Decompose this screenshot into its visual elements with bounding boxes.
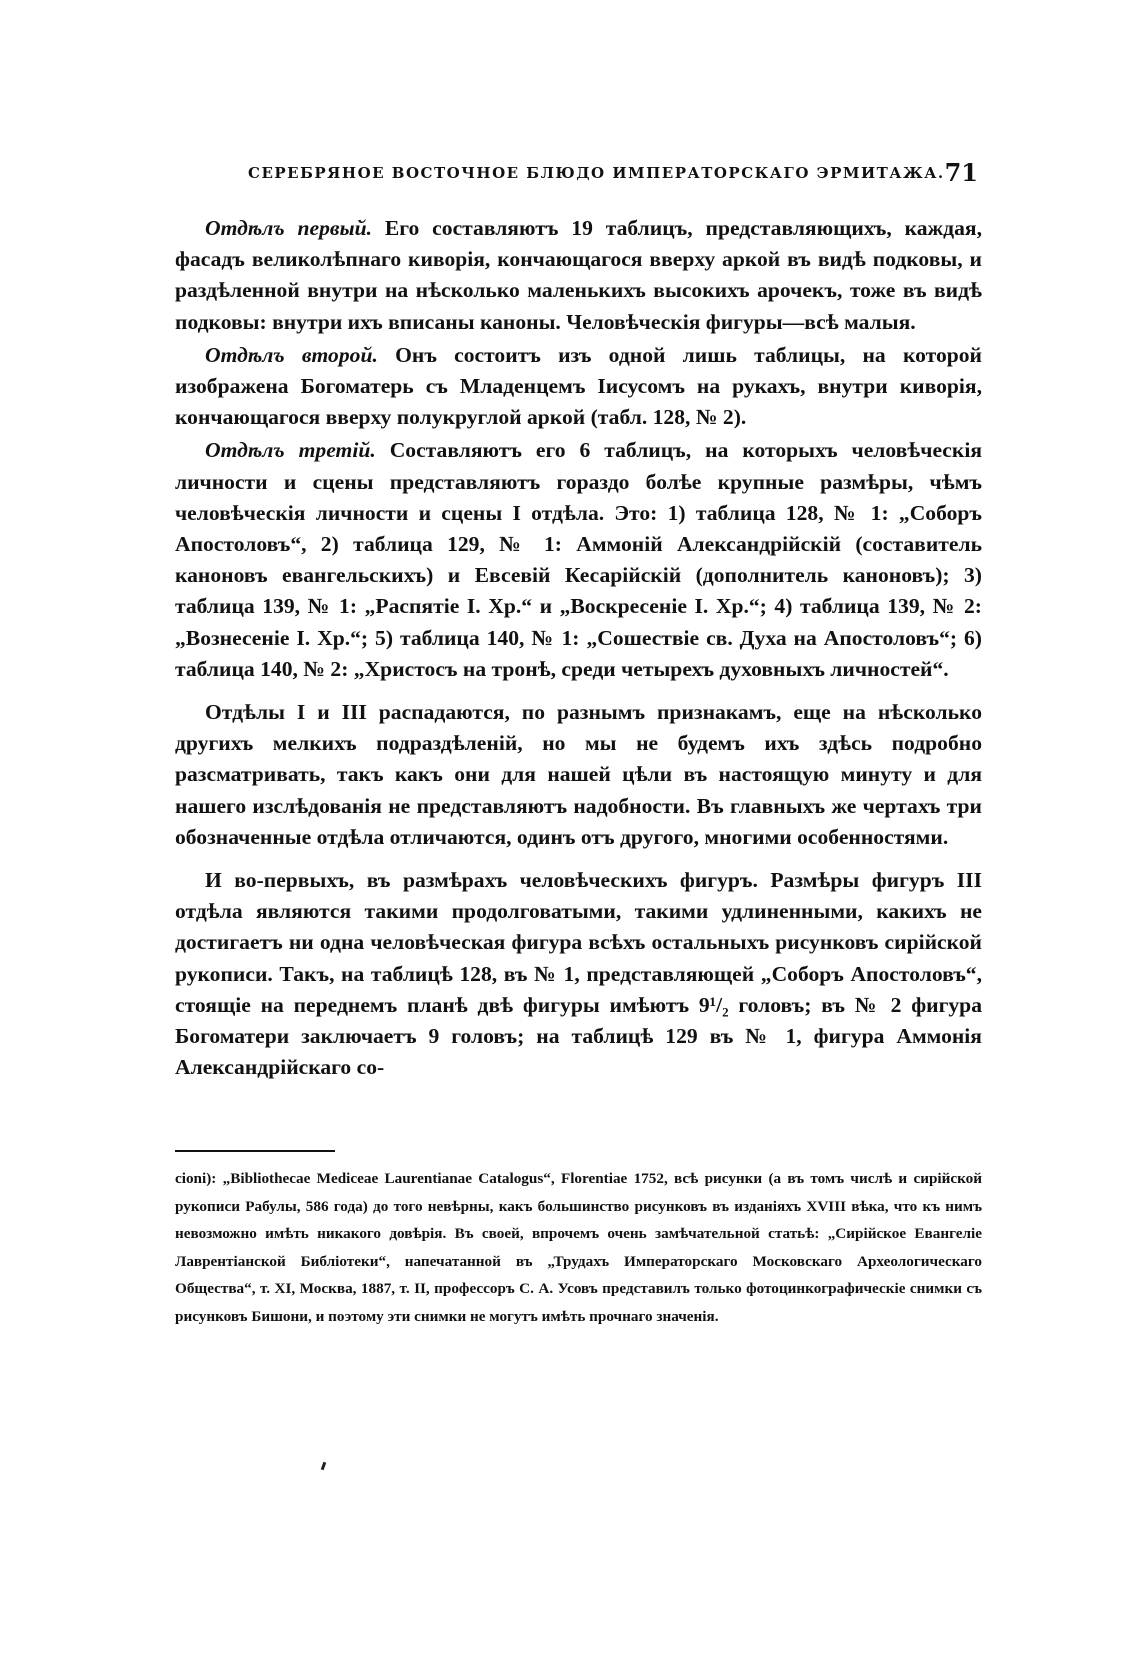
section-two-heading: Отдѣлъ второй.: [205, 342, 378, 367]
main-text: [175, 213, 982, 1083]
section-three-heading: Отдѣлъ третій.: [205, 438, 376, 463]
footnote: cioni): „Bibliothecae Mediceae Laurentianae Catalogus“, Florentiae 1752, всѣ рисунки (а въ томъ числѣ и сирійской рукописи Рабулы, 586 года) до того невѣрны, какъ большинство рисунковъ въ изданіяхъ XVIII вѣка, что къ нимъ невозможно имѣть никакого довѣрія. Въ своей, впрочемъ очень замѣчательной статьѣ: „Сирійское Евангеліе Лаврентіанской Библіотеки“, напечатанной въ „Трудахъ Императорскаго Московскаго Археологическаго Общества“, т. XI, Москва, 1887, т. II, профессоръ С. А. Усовъ представилъ только фотоцинкографическіе снимки съ рисунковъ Бишони, и поэтому эти снимки не могутъ имѣть прочнаго значенія.: [175, 1170, 982, 1325]
subdivisions-text: Отдѣлы I и III распадаются, по разнымъ признакамъ, еще на нѣсколько другихъ мелкихъ подраздѣленій, но мы не будемъ ихъ здѣсь подробно разсматривать, такъ какъ они для нашей цѣли въ настоящую минуту и для нашего изслѣдованія не представляютъ надобности. Въ главныхъ же чертахъ три обозначенные отдѣла отличаются, одинъ отъ другого, многими особенностями.: [175, 700, 982, 849]
section-three-text: Составляютъ его 6 таблицъ, на которыхъ человѣческія личности и сцены представляютъ гораздо болѣе крупные размѣры, чѣмъ человѣческія личности и сцены I отдѣла. Это: 1) таблица 128, № 1: „Соборъ Апостоловъ“, 2) таблица 129, № 1: Аммоній Александрійскій (составитель каноновъ евангельскихъ) и Евсевій Кесарійскій (дополнитель каноновъ); 3) таблица 139, № 1: „Распятіе I. Хр.“ и „Воскресеніе I. Хр.“; 4) таблица 139, № 2: „Вознесеніе I. Хр.“; 5) таблица 140, № 1: „Сошествіе св. Духа на Апостоловъ“; 6) таблица 140, № 2: „Христосъ на тронѣ, среди четырехъ духовныхъ личностей“.: [175, 438, 983, 681]
print-speck: [321, 1462, 327, 1471]
footnote-divider: [175, 1150, 335, 1152]
paragraph-subdivisions: [175, 697, 982, 853]
paragraph-section-two: [175, 340, 982, 434]
paragraph-figure-sizes: [175, 865, 982, 1083]
figure-sizes-text: И во-первыхъ, въ размѣрахъ человѣческихъ фигуръ. Размѣры фигуръ III отдѣла являются такими продолговатыми, такими удлиненными, какихъ не достигаетъ ни одна человѣческая фигура всѣхъ остальныхъ рисунковъ сирійской рукописи. Такъ, на таблицѣ 128, въ № 1, представляющей „Соборъ Апостоловъ“, стоящіе на переднемъ планѣ двѣ фигуры имѣютъ 9¹/₂ головъ; въ № 2 фигура Богоматери заключаетъ 9 головъ; на таблицѣ 129 въ № 1, фигура Аммонія Александрійскаго со-: [175, 868, 982, 1080]
section-one-text: Его составляютъ 19 таблицъ, представляющихъ, каждая, фасадъ великолѣпнаго киворія, кончающагося вверху аркой въ видѣ подковы, и раздѣленной внутри на нѣсколько маленькихъ высокихъ арочекъ, тоже въ видѣ подковы: внутри ихъ вписаны каноны. Человѣческія фигуры—всѣ малыя.: [175, 216, 982, 334]
running-title: СЕРЕБРЯНОЕ ВОСТОЧНОЕ БЛЮДО ИМПЕРАТОРСКАГО ЭРМИТАЖА.: [248, 164, 945, 182]
running-head: [230, 158, 982, 192]
paragraph-section-one: [175, 213, 982, 338]
section-two-text: Онъ состоитъ изъ одной лишь таблицы, на которой изображена Богоматерь съ Младенцемъ Іисусомъ на рукахъ, внутри киворія, кончающагося вверху полукруглой аркой (табл. 128, № 2).: [175, 342, 982, 430]
paragraph-section-three: [175, 435, 982, 685]
page-number: 71: [944, 158, 978, 187]
section-one-heading: Отдѣлъ первый.: [205, 216, 372, 240]
